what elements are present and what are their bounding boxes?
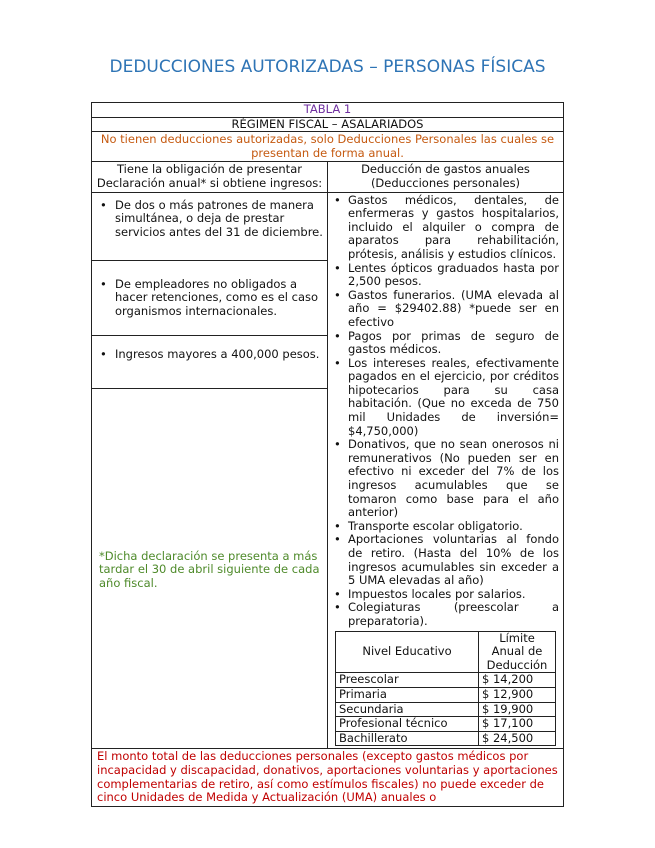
tuition-level: Secundaria [336,702,479,717]
list-item: • Los intereses reales, efectivamente pagados en el ejercicio, por créditos hipotecarios para su casa habitación. (Que no exceda de 750 mil Unidades de inversión= $4,750,000) [328,357,559,439]
list-item: • Gastos médicos, dentales, de enfermeras y gastos hospitalarios, incluido el alquiler o compra de aparatos para rehabilitación, prótesis, análisis y estudios clínicos. [328,194,559,262]
list-item: • Gastos funerarios. (UMA elevada al año = $29402.88) *puede ser en efectivo [328,289,559,330]
left-column-header: Tiene la obligación de presentar Declaración anual* si obtiene ingresos: [92,162,328,192]
table-row [336,731,556,746]
page-title: DEDUCCIONES AUTORIZADAS – PERSONAS FÍSICAS [109,57,546,77]
tuition-level: Profesional técnico [336,717,479,732]
regime-title: RÉGIMEN FISCAL – ASALARIADOS [92,117,564,132]
tuition-limit-header: Límite Anual de Deducción [479,631,556,673]
left-column [92,192,328,749]
body-row [92,192,564,749]
tuition-level: Bachillerato [336,731,479,746]
regime-note: No tienen deducciones autorizadas, solo Deducciones Personales las cuales se presentan de forma anual. [92,132,564,162]
list-item: • Lentes ópticos graduados hasta por 2,500 pesos. [328,262,559,289]
list-item: • Colegiaturas (preescolar a preparatoria). [328,601,559,628]
tuition-limits-table [335,631,556,747]
left-item-block [92,336,327,389]
note-row [92,132,564,162]
declaration-footnote: *Dicha declaración se presenta a más tardar el 30 de abril siguiente de cada año fiscal. [99,548,320,590]
tuition-level: Preescolar [336,673,479,688]
tuition-header-row [336,631,556,673]
left-item-block [92,261,327,336]
list-item: • Impuestos locales por salarios. [328,588,559,602]
bottom-note: El monto total de las deducciones personales (excepto gastos médicos por incapacidad y discapacidad, donativos, aportaciones voluntarias y aportaciones complementarias de retiro, así como estímulos fiscales) no puede exceder de cinco Unidades de Medida y Actualización (UMA) anuales o [92,749,564,806]
tuition-limit: $ 12,900 [479,687,556,702]
list-item: • De dos o más patrones de manera simultánea, o deja de prestar servicios antes del 31 de diciembre. [92,199,327,240]
tuition-limit: $ 19,900 [479,702,556,717]
tuition-level-header: Nivel Educativo [336,631,479,673]
list-item: • Transporte escolar obligatorio. [328,520,559,534]
table-row [336,673,556,688]
list-item: • Donativos, que no sean onerosos ni remunerativos (No pueden ser en efectivo ni exceder del 7% de los ingresos acumulables que se tomaron como base para el año anterior) [328,438,559,520]
list-item: • Aportaciones voluntarias al fondo de retiro. (Hasta del 10% de los ingresos acumulables sin exceder a 5 UMA elevadas al año) [328,533,559,587]
list-item: • Pagos por primas de seguro de gastos médicos. [328,330,559,357]
bottom-note-row [92,749,564,806]
list-item: • Ingresos mayores a 400,000 pesos. [92,348,327,362]
right-column-header: Deducción de gastos anuales (Deducciones personales) [328,162,564,192]
column-header-row [92,162,564,192]
tuition-limit: $ 24,500 [479,731,556,746]
table-row [336,687,556,702]
table-label: TABLA 1 [92,103,564,118]
left-item-block [92,193,327,261]
deductions-table [91,102,564,807]
tuition-limit: $ 17,100 [479,717,556,732]
table-row [336,717,556,732]
table-row [336,702,556,717]
tuition-limit: $ 14,200 [479,673,556,688]
table-label-row [92,103,564,118]
right-column [328,192,564,749]
list-item: • De empleadores no obligados a hacer retenciones, como es el caso organismos internacionales. [92,278,327,319]
tuition-level: Primaria [336,687,479,702]
regime-row [92,117,564,132]
